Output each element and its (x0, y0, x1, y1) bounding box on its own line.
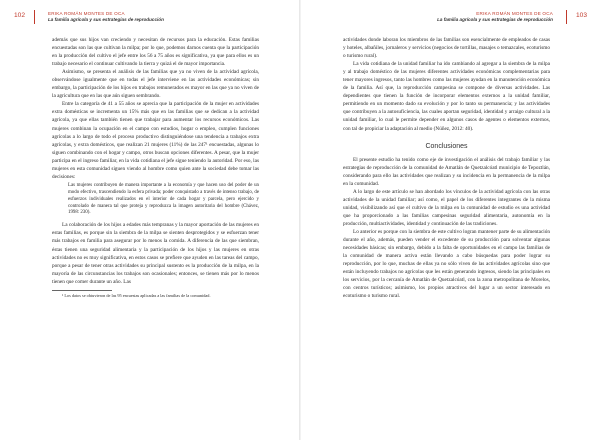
page-number: 102 (14, 12, 26, 19)
paragraph: Lo anterior es porque con la siembra de este cultivo logran mantener parte de su alimentación durante el año, además, pueden vender el excedente de su producción para solventar algunas necesidades básicas; sin embargo, debido a la falta de oportunidades en el campo las familias de la comunidad de manera activa están llevando a cabo búsquedas para poder lograr su reproducción, por lo que, muchas de ellas ya no sólo viven de las actividades agrícolas sino que están incluyendo trabajos no agrícolas que les están generando ingresos, siendo las principales en los servicios, por la cercanía de Amatlán de Quetzalcóatl, con la zona metropolitana de Morelos, con centros turísticos; asimismo, los propios atractivos del lugar a un sector interesado en ecoturismo o turismo rural. (343, 228, 550, 300)
footnote: ¹ Los datos se obtuvieron de las 95 encuestas aplicadas a las familias de la comunidad. (62, 293, 211, 299)
header-author: ERIKA ROMÁN MONTES DE OCA (48, 11, 125, 16)
paragraph: La colaboración de los hijos a edades más tempranas y la mayor aportación de las mujeres en estas familias, es porque sin la siembra de la milpa se sienten desprotegidos y se esfuerzan tener más trabajos en familia para asegurar por lo menos la comida. A diferencia de las que siembran, éstas tienen una seguridad alimentaria y la participación de los hijos y las mujeres en otras actividades no es muy significativa, en estos casos se prefiere que ayuden en las tareas del campo, porque a pesar de tener otras actividades su principal sustento es la producción de la milpa, en la mayoría de las circunstancias los trabajos son ocasionales; entonces, se tienen más por lo menos tienen que comer durante un año. Las (52, 222, 259, 285)
header-title: La familia agrícola y sus estrategias de reproducción (437, 17, 553, 22)
header-rule (34, 10, 35, 24)
page-number: 103 (575, 12, 587, 19)
paragraph: Asimismo, se presenta el análisis de las familias que ya no viven de la actividad agrícola, observándose igualmente que en todas el jefe interviene en las actividades económicas; sin embargo, la participación de los hijos en trabajos remunerados es mayor en las que ya no viven de la agricultura que en las que aún siguen sembrando. (52, 69, 259, 100)
section-heading: Conclusiones (425, 142, 468, 150)
paragraph: actividades donde laboran los miembros de las familias son esencialmente de empleados de casas y hoteles, albañiles, jornaleros y servicios (negocios de tortillas, masajes o temazcales, ecoturismo o turismo rural). (343, 37, 550, 60)
header-title: La familia agrícola y sus estrategias de reproducción (48, 17, 164, 22)
right-page (301, 0, 600, 440)
footnote-rule (52, 290, 112, 291)
paragraph: La vida cotidiana de la unidad familiar ha ido cambiando al agregar a la siembra de la milpa y al trabajo doméstico de las mujeres diferentes actividades económicas complementarias para tener mayores ingresos, tanto las hombres como las mujeres ayudan en la manutención económica de la familia. Así que, la reproducción campesina se compone de diversas actividades. Las dependientes que tienen la función de incorporar elementos externos a la unidad familiar, permitiendo en un momento dado su evolución y por lo tanto su permanencia; y las actividades que contribuyen a la autosuficiencia, las cuales aportan seguridad, identidad y arraigo cultural a la unidad familiar, lo cual le permite depender en algunos casos de agentes o elementos externos, con tal de propiciar la adaptación al medio (Núñez, 2012: 40). (343, 61, 550, 132)
paragraph: El presente estudio ha tenido como eje de investigación el análisis del trabajo familiar y las estrategias de reproducción de la comunidad de Amatlán de Quetzalcóatl municipio de Tepoztlán, considerando para ello las actividades que realizan y su incidencia en la permanencia de la milpa en la comunidad. (343, 156, 550, 187)
paragraph: Entre la categoría de 41 a 55 años se aprecia que la participación de la mujer en actividades extra domésticas se incrementa un 15% más que en las familias que se dedican a la actividad agrícola, ya que ellas también tienen que trabajar para aumentar los recursos económicos. Las mujeres combinan la ocupación en el campo con estudios, hogar o empleo, cumplen funciones agrícolas a lo largo de todo el proceso productivo distinguiéndose una tendencia a trabajos extra agrícolas, y extra domésticos, que realizan 21 mujeres (11%) de las 247¹ encuestadas, algunas lo siguen combinando con el hogar y campo, otros buscan opciones diferentes. A pesar, que la mujer participa en el ingreso familiar, en la vida cotidiana el jefe sigue teniendo la autoridad. Por eso, las mujeres en esta comunidad siguen viendo al hombre como quien ante la sociedad debe tomar las decisiones: (52, 101, 259, 180)
block-quote: Las mujeres contribuyen de manera importante a la economía y que hacen uso del poder de un modo efectivo, trascendiendo la esfera privada; poder conquistado a través de intenso trabajo, de esfuerzos individuales realizados en el interior de cada hogar y parcela, pero ejercido y controlado de manera tal que proteja y reproduzca la imagen autoritaria del hombre (Chávez, 1998: 230). (68, 182, 259, 216)
header-rule (566, 10, 567, 24)
paragraph: A lo largo de este artículo se han abordado los vínculos de la actividad agrícola con las otras actividades de la unidad familiar; así como, el papel de los diferentes integrantes de la misma unidad, visibilizando así que el cultivo de la milpa en la comunidad de estudio es una actividad que ha proporcionado a las familias campesinas seguridad alimentaria, autonomía en la producción, multiactividades, identidad y continuación de las tradiciones. (343, 188, 550, 227)
page-body (343, 36, 550, 300)
running-header (48, 11, 164, 23)
running-header (437, 11, 553, 23)
header-author: ERIKA ROMÁN MONTES DE OCA (476, 11, 553, 16)
page-body (52, 36, 259, 299)
paragraph: además que sus hijos van creciendo y necesitan de recursos para la educación. Estas familias encuestadas son las que cultivan la milpa; por lo que, podemos darnos cuenta que la participación en la producción del cultivo el jefe entre los 56 a 75 años es significativa, ya que para ellos es un trabajo necesario el continuar cultivando la tierra y quizá el de mayor importancia. (52, 37, 259, 68)
